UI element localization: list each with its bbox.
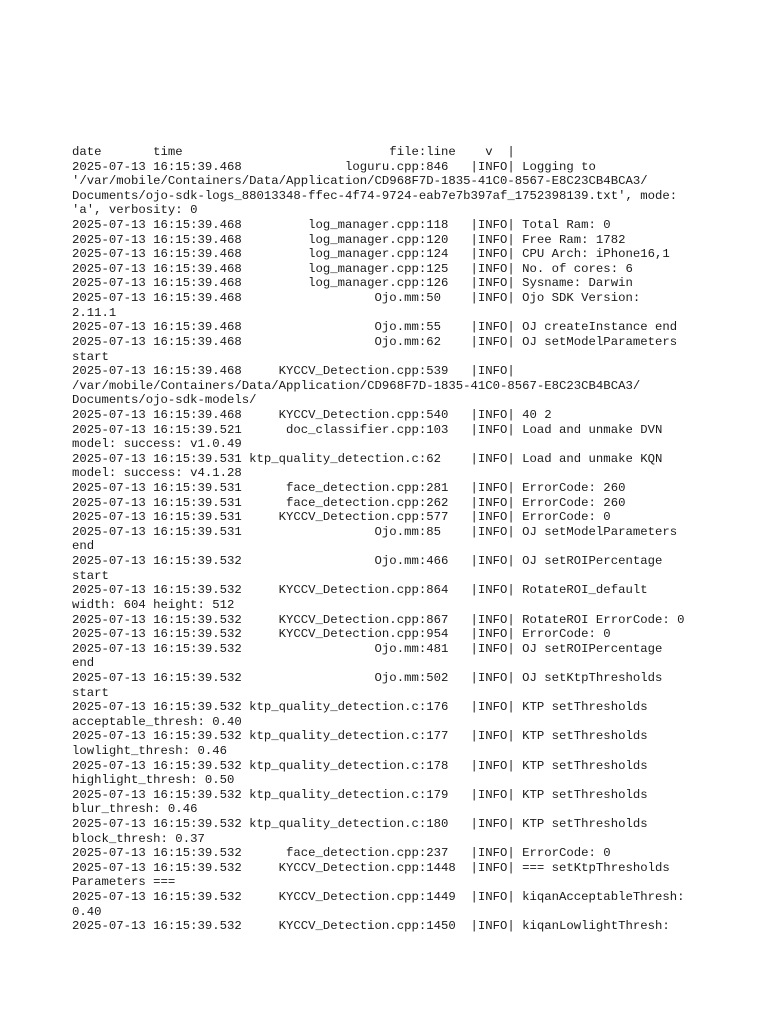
log-line: 2025-07-13 16:15:39.468 log_manager.cpp:120 |INFO| Free Ram: 1782 xyxy=(72,232,626,247)
log-line: 2025-07-13 16:15:39.468 KYCCV_Detection.cpp:540 |INFO| 40 2 xyxy=(72,407,552,422)
log-line: 2025-07-13 16:15:39.532 KYCCV_Detection.cpp:1449 |INFO| kiqanAcceptableThresh: xyxy=(72,890,685,905)
log-line: 2025-07-13 16:15:39.532 KYCCV_Detection.cpp:867 |INFO| RotateROI ErrorCode: 0 xyxy=(72,612,685,627)
log-line: 2025-07-13 16:15:39.531 face_detection.cpp:281 |INFO| ErrorCode: 260 xyxy=(72,481,626,496)
log-line: 2025-07-13 16:15:39.532 Ojo.mm:466 |INFO| OJ setROIPercentage xyxy=(72,554,663,569)
log-line: 2025-07-13 16:15:39.468 Ojo.mm:55 |INFO| OJ createInstance end xyxy=(72,320,678,335)
log-line: block_thresh: 0.37 xyxy=(72,831,205,846)
log-line: 2025-07-13 16:15:39.468 KYCCV_Detection.cpp:539 |INFO| xyxy=(72,364,515,379)
log-line: 2025-07-13 16:15:39.468 Ojo.mm:62 |INFO| OJ setModelParameters xyxy=(72,334,678,349)
log-line: 2025-07-13 16:15:39.532 ktp_quality_detection.c:180 |INFO| KTP setThresholds xyxy=(72,817,648,832)
log-line: 2025-07-13 16:15:39.468 log_manager.cpp:126 |INFO| Sysname: Darwin xyxy=(72,276,633,291)
log-line: 2025-07-13 16:15:39.468 log_manager.cpp:124 |INFO| CPU Arch: iPhone16,1 xyxy=(72,247,670,262)
log-line: 2025-07-13 16:15:39.532 KYCCV_Detection.cpp:864 |INFO| RotateROI_default xyxy=(72,583,648,598)
log-line: 2025-07-13 16:15:39.531 KYCCV_Detection.cpp:577 |INFO| ErrorCode: 0 xyxy=(72,510,611,525)
log-line: 2025-07-13 16:15:39.468 loguru.cpp:846 |INFO| Logging to xyxy=(72,159,596,174)
log-line: 2025-07-13 16:15:39.531 Ojo.mm:85 |INFO| OJ setModelParameters xyxy=(72,524,678,539)
log-line: Parameters === xyxy=(72,875,176,890)
log-line: Documents/ojo-sdk-models/ xyxy=(72,393,257,408)
log-line: 2025-07-13 16:15:39.468 log_manager.cpp:118 |INFO| Total Ram: 0 xyxy=(72,218,611,233)
log-line: 2025-07-13 16:15:39.468 log_manager.cpp:125 |INFO| No. of cores: 6 xyxy=(72,261,633,276)
log-line: 2025-07-13 16:15:39.532 KYCCV_Detection.cpp:1450 |INFO| kiqanLowlightThresh: xyxy=(72,919,670,934)
log-line: 2025-07-13 16:15:39.532 KYCCV_Detection.cpp:1448 |INFO| === setKtpThresholds xyxy=(72,860,670,875)
log-line: Documents/ojo-sdk-logs_88013348-ffec-4f74-9724-eab7e7b397af_1752398139.txt', mode: xyxy=(72,188,678,203)
log-header-line: date time file:line v | xyxy=(72,145,515,159)
log-line: width: 604 height: 512 xyxy=(72,597,235,612)
log-line: 2025-07-13 16:15:39.531 face_detection.cpp:262 |INFO| ErrorCode: 260 xyxy=(72,495,626,510)
log-line: /var/mobile/Containers/Data/Application/CD968F7D-1835-41C0-8567-E8C23CB4BCA3/ xyxy=(72,378,641,393)
log-line: 2025-07-13 16:15:39.468 Ojo.mm:50 |INFO| Ojo SDK Version: xyxy=(72,291,641,306)
log-line: start xyxy=(72,568,109,583)
log-line: end xyxy=(72,539,95,554)
log-line: 2025-07-13 16:15:39.532 Ojo.mm:502 |INFO| OJ setKtpThresholds xyxy=(72,670,663,685)
log-line: start xyxy=(72,349,109,364)
log-line: 2.11.1 xyxy=(72,305,117,320)
log-line: 2025-07-13 16:15:39.532 ktp_quality_detection.c:179 |INFO| KTP setThresholds xyxy=(72,787,648,802)
log-line: 2025-07-13 16:15:39.532 Ojo.mm:481 |INFO| OJ setROIPercentage xyxy=(72,641,663,656)
log-line: '/var/mobile/Containers/Data/Application/CD968F7D-1835-41C0-8567-E8C23CB4BCA3/ xyxy=(72,174,648,189)
log-line: acceptable_thresh: 0.40 xyxy=(72,714,242,729)
log-line: model: success: v1.0.49 xyxy=(72,437,242,452)
log-line: 'a', verbosity: 0 xyxy=(72,203,198,218)
log-line: lowlight_thresh: 0.46 xyxy=(72,743,227,758)
log-line: model: success: v4.1.28 xyxy=(72,466,242,481)
log-line: 2025-07-13 16:15:39.531 ktp_quality_detection.c:62 |INFO| Load and unmake KQN xyxy=(72,451,663,466)
log-document xyxy=(72,145,732,934)
log-line: start xyxy=(72,685,109,700)
log-line: 2025-07-13 16:15:39.532 ktp_quality_detection.c:176 |INFO| KTP setThresholds xyxy=(72,700,648,715)
log-line: blur_thresh: 0.46 xyxy=(72,802,198,817)
log-line: 2025-07-13 16:15:39.532 ktp_quality_detection.c:178 |INFO| KTP setThresholds xyxy=(72,758,648,773)
log-line: 2025-07-13 16:15:39.532 KYCCV_Detection.cpp:954 |INFO| ErrorCode: 0 xyxy=(72,627,611,642)
log-line: 0.40 xyxy=(72,904,102,919)
log-line: end xyxy=(72,656,95,671)
log-line: 2025-07-13 16:15:39.521 doc_classifier.cpp:103 |INFO| Load and unmake DVN xyxy=(72,422,663,437)
log-line: 2025-07-13 16:15:39.532 face_detection.cpp:237 |INFO| ErrorCode: 0 xyxy=(72,846,611,861)
log-line: 2025-07-13 16:15:39.532 ktp_quality_detection.c:177 |INFO| KTP setThresholds xyxy=(72,729,648,744)
log-line: highlight_thresh: 0.50 xyxy=(72,773,235,788)
